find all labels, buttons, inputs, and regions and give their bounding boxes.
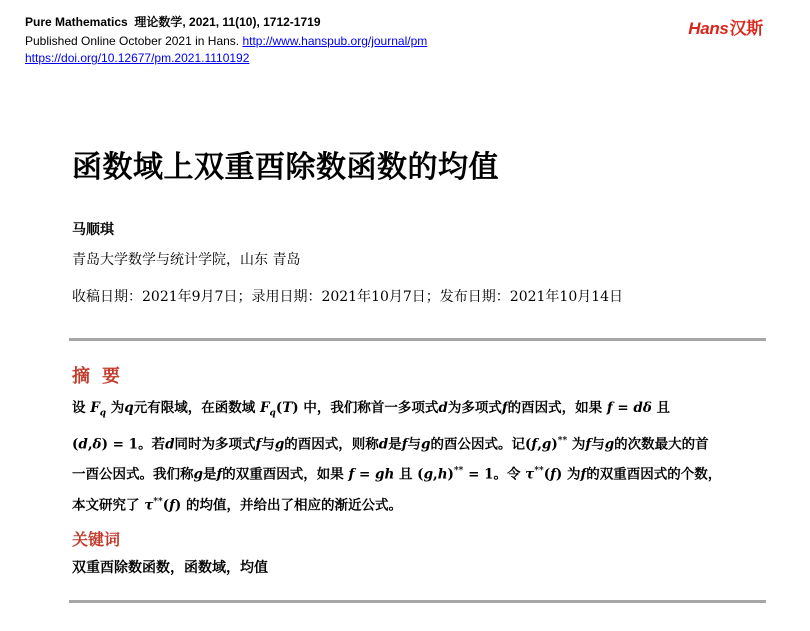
hans-logo[interactable] bbox=[688, 14, 763, 39]
logo-brand: Hans bbox=[688, 19, 729, 38]
paper-title: 函数域上双重酉除数函数的均值 bbox=[72, 150, 499, 185]
abstract-line-4: 本文研究了 τ**(f) 的均值，并给出了相应的渐近公式。 bbox=[72, 496, 403, 514]
top-divider bbox=[69, 338, 766, 341]
logo-brand-cn: 汉斯 bbox=[729, 19, 763, 38]
keywords-list: 双重酉除数函数，函数域，均值 bbox=[72, 560, 268, 576]
author-affiliation: 青岛大学数学与统计学院，山东 青岛 bbox=[72, 252, 301, 268]
doi-link[interactable]: https://doi.org/10.12677/pm.2021.1110192 bbox=[25, 51, 250, 65]
abstract-body bbox=[72, 395, 768, 519]
published-text: Published Online October 2021 in Hans. bbox=[25, 34, 243, 48]
abstract-line-2: (d,δ) = 1。若d同时为多项式f与g的酉因式，则称d是f与g的酉公因式。记(f,g)** 为f与g的次数最大的首 bbox=[72, 435, 709, 453]
abstract-line-3: 一酉公因式。我们称g是f的双重酉因式，如果 f = gh 且 (g,h)** = 1。令 τ**(f) 为f的双重酉因式的个数， bbox=[72, 466, 722, 483]
article-dates: 收稿日期：2021年9月7日；录用日期：2021年10月7日；发布日期：2021年10月14日 bbox=[72, 289, 624, 305]
journal-citation bbox=[25, 14, 321, 30]
abstract-line-1: 设 $F_q$ 为q元有限域，在函数域 $F_q(T)$ 中，我们称首一多项式d为多项式f的酉因式，如果 f = dδ 且 bbox=[72, 400, 671, 419]
journal-name-cn: 理论数学 bbox=[134, 15, 183, 29]
journal-name: Pure Mathematics bbox=[25, 15, 128, 29]
keywords-heading: 关键词 bbox=[72, 530, 121, 549]
doi-line bbox=[25, 50, 249, 66]
journal-url-link[interactable]: http://www.hanspub.org/journal/pm bbox=[242, 34, 428, 48]
published-line bbox=[25, 33, 427, 49]
author-name: 马顺琪 bbox=[72, 222, 114, 238]
journal-citation-details: , 2021, 11(10), 1712-1719 bbox=[182, 15, 321, 29]
bottom-divider bbox=[69, 600, 766, 603]
abstract-heading: 摘要 bbox=[72, 366, 132, 387]
